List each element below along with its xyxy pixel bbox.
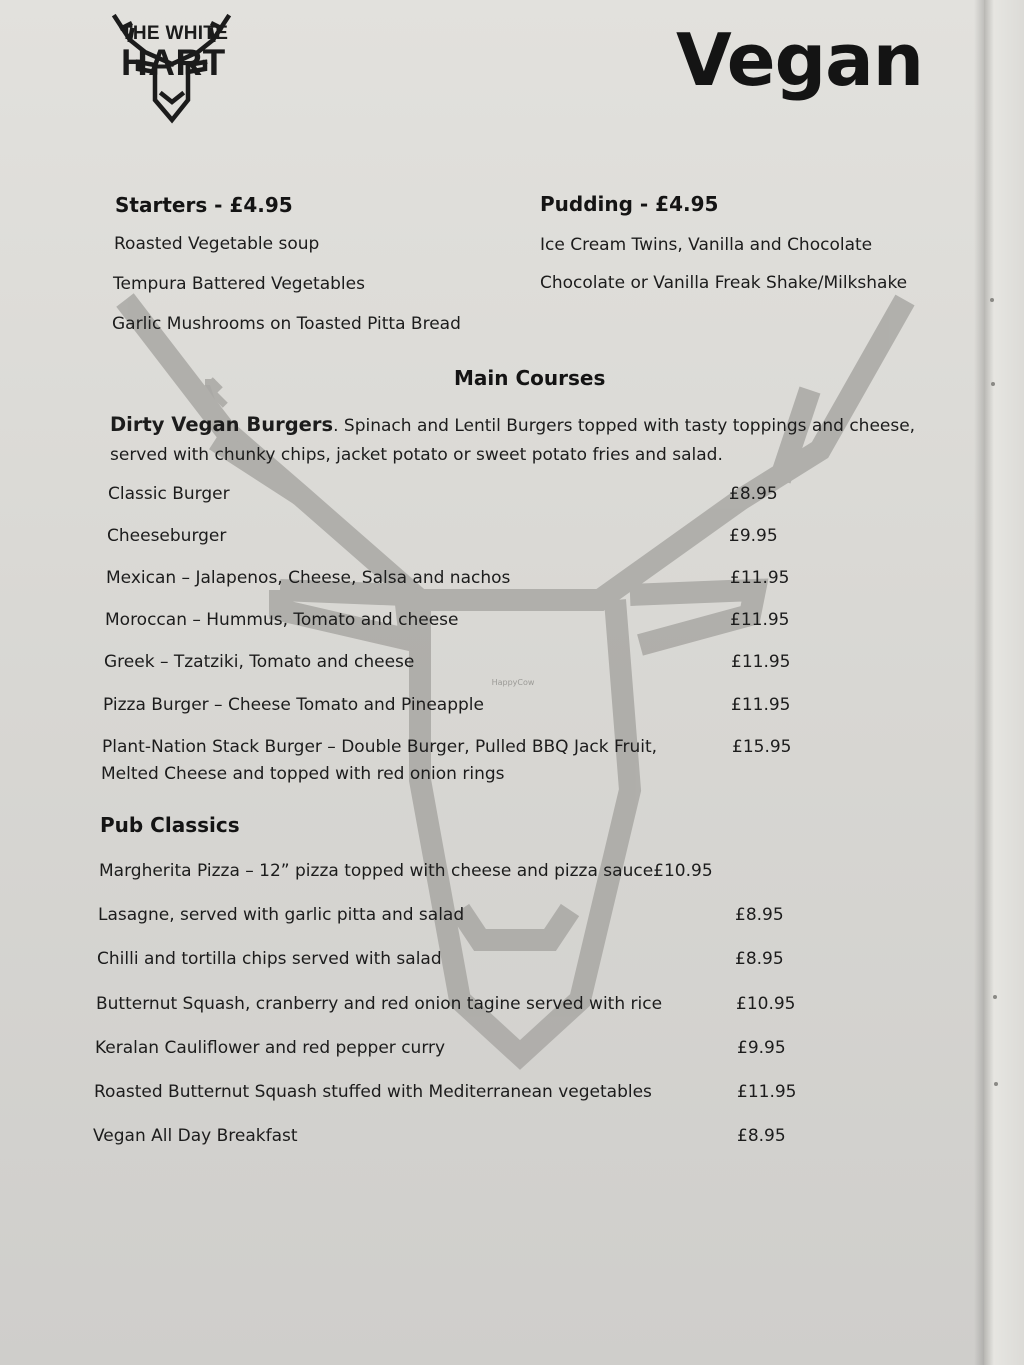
main-item-name: Greek – Tzatziki, Tomato and cheese (104, 652, 415, 672)
page-title: Vegan (676, 18, 923, 102)
main-item-name-line2: Melted Cheese and topped with red onion rings (101, 764, 505, 784)
binding-hole (994, 1082, 998, 1086)
brand-name (121, 24, 228, 81)
main-item-name: Cheeseburger (107, 526, 227, 546)
main-item-price: £11.95 (731, 652, 791, 672)
next-page-edge (984, 0, 1024, 1365)
main-item-name: Mexican – Jalapenos, Cheese, Salsa and nachos (106, 568, 511, 588)
pub-item-name: Lasagne, served with garlic pitta and salad (98, 905, 465, 925)
main-item-name: Moroccan – Hummus, Tomato and cheese (105, 610, 459, 630)
pub-item-name: Margherita Pizza – 12” pizza topped with cheese and pizza sauce£10.95 (99, 861, 713, 881)
pub-item-price: £8.95 (735, 905, 784, 925)
binding-hole (990, 298, 994, 302)
brand-line1: THE WHITE (121, 23, 229, 44)
main-item-price: £9.95 (729, 526, 778, 546)
pudding-item: Ice Cream Twins, Vanilla and Chocolate (540, 235, 873, 255)
pub-item-price: £9.95 (737, 1038, 786, 1058)
watermark-text: HappyCow (491, 678, 535, 687)
main-item-price: £11.95 (731, 695, 791, 715)
burgers-intro-title: Dirty Vegan Burgers (110, 413, 334, 436)
pub-item-price: £11.95 (737, 1082, 797, 1102)
starter-item: Tempura Battered Vegetables (113, 274, 365, 294)
pub-item-price: £8.95 (735, 949, 784, 969)
brand-line2: HART (121, 42, 226, 83)
pub-item-price: £8.95 (737, 1126, 786, 1146)
main-courses-heading: Main Courses (454, 366, 606, 390)
pub-item-name: Butternut Squash, cranberry and red onion tagine served with rice (96, 994, 663, 1014)
pub-item-price: £10.95 (736, 994, 796, 1014)
main-item-name: Plant-Nation Stack Burger – Double Burger, Pulled BBQ Jack Fruit, (102, 737, 658, 757)
main-item-name: Classic Burger (108, 484, 230, 504)
starter-item: Roasted Vegetable soup (114, 234, 320, 254)
binding-hole (991, 382, 995, 386)
starters-heading: Starters - £4.95 (115, 193, 293, 217)
pub-classics-heading: Pub Classics (100, 813, 240, 837)
burgers-intro-text: . Spinach and Lentil Burgers topped with tasty toppings and cheese, served with chunky chips, jacket potato or sweet potato fries and salad. (110, 416, 916, 465)
burgers-intro (110, 410, 920, 470)
pudding-item: Chocolate or Vanilla Freak Shake/Milkshake (540, 273, 908, 293)
pub-item-name: Chilli and tortilla chips served with salad (97, 949, 442, 969)
binding-hole (993, 995, 997, 999)
main-item-price: £11.95 (730, 568, 790, 588)
starter-item: Garlic Mushrooms on Toasted Pitta Bread (112, 314, 461, 334)
pudding-heading: Pudding - £4.95 (540, 192, 719, 216)
pub-item-name: Vegan All Day Breakfast (93, 1126, 298, 1146)
pub-item-name: Keralan Cauliflower and red pepper curry (95, 1038, 446, 1058)
main-item-price: £15.95 (732, 737, 792, 757)
main-item-price: £8.95 (729, 484, 778, 504)
main-item-name: Pizza Burger – Cheese Tomato and Pineapple (103, 695, 484, 715)
main-item-price: £11.95 (730, 610, 790, 630)
pub-item-name: Roasted Butternut Squash stuffed with Mediterranean vegetables (94, 1082, 652, 1102)
